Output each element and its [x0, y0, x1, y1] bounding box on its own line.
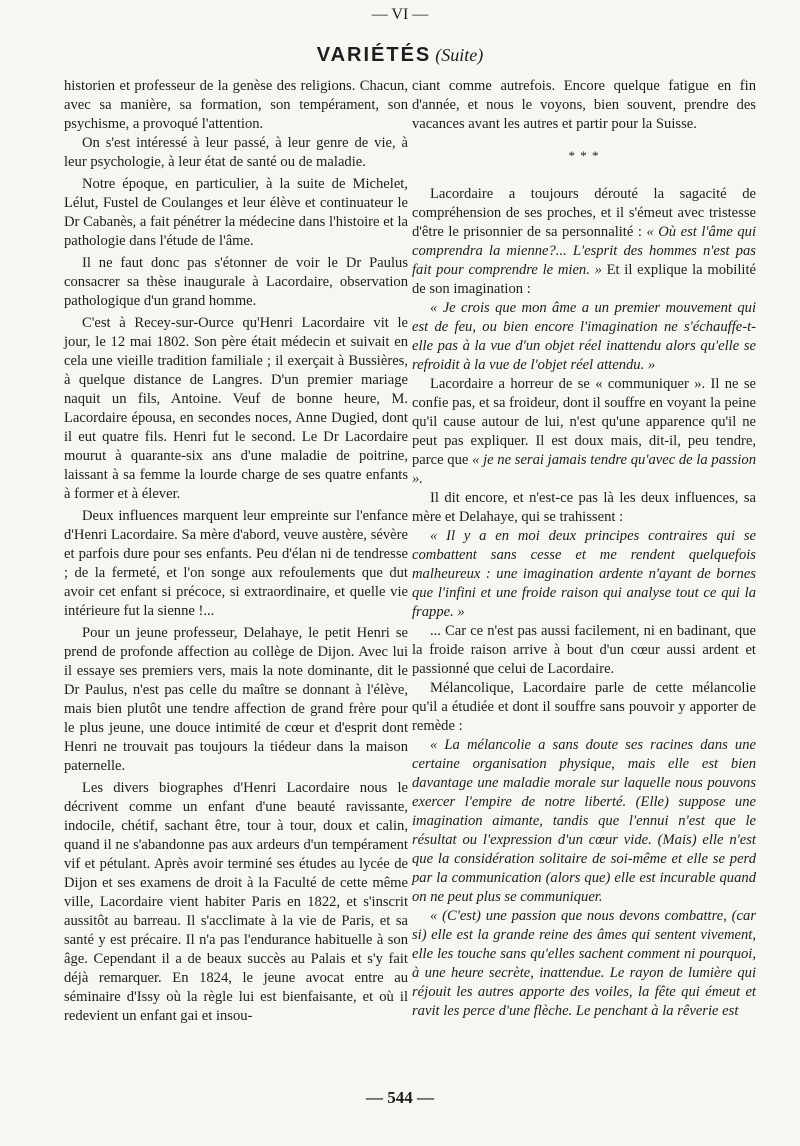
quote-text: « Où est l'âme qui comprendra la mienne?... L'esprit des hommes n'est pas fait pour comprendre le mien. » — [412, 224, 757, 278]
paragraph: Deux influences marquent leur empreinte sur l'enfance d'Henri Lacordaire. Sa mère d'abord, veuve austère, sévère et parfois dure pour ses enfants. Peu d'élan ni de tendresse ; de la fermeté, et l'on songe aux refoulements que dut avoir cet enfant si précoce, si extraordinaire, et quelle vie intérieure fut la sienne !... — [64, 508, 408, 619]
text: Et il explique la mobilité de son imagination : — [412, 262, 756, 297]
paragraph: ciant comme autrefois. Encore quelque fatigue en fin d'année, et nous le voyons, bien souvent, prendre des vacances avant les autres et partir pour la Suisse. — [412, 78, 756, 132]
quote: « (C'est) une passion que nous devons combattre, (car si) elle est la grande reine des âmes qui sentent vivement, elle les touche sans qu'elles sachent comment ni pourquoi, à une heure secrète, inattendue. Le rayon de lumière qui réjouit les autres apporte des voiles, la fête qui émeut et ravit les perce d'une flèche. Le penchant à la rêverie est — [412, 908, 756, 1019]
paragraph: ... Car ce n'est pas aussi facilement, ni en badinant, que la froide raison arrive à bout d'un cœur aussi ardent et passionné que celui de Lacordaire. — [412, 623, 756, 677]
section-divider-stars: * * * — [568, 148, 600, 163]
section-subtitle: (Suite) — [435, 45, 484, 65]
section-title: VARIÉTÉS — [316, 44, 432, 66]
paragraph: Notre époque, en particulier, à la suite de Michelet, Lélut, Fustel de Coulanges et leur élève et continuateur le Dr Cabanès, a fait pénétrer la médecine dans l'histoire et la pathologie dans l'étude de l'âme. — [64, 176, 408, 249]
quote: « Il y a en moi deux principes contraires qui se combattent sans cesse et me rendent quelquefois malheureux : une imagination ardente n'ayant de bornes que l'infini et une froide raison qui analyse tout ce qui la frappe. » — [412, 528, 756, 620]
paragraph: historien et professeur de la genèse des religions. Chacun, avec sa manière, sa formation, son tempérament, son psychisme, a provoqué l'attention. — [64, 78, 408, 132]
page-roman-number: — VI — — [371, 6, 429, 23]
left-column — [64, 77, 408, 1026]
paragraph — [412, 375, 756, 489]
paragraph: On s'est intéressé à leur passé, à leur genre de vie, à leur psychologie, à leur état de santé ou de maladie. — [64, 135, 408, 170]
text: Lacordaire a toujours dérouté la sagacité de compréhension de ses proches, et il s'émeut avec tristesse d'être le prisonnier de sa personnalité : — [412, 186, 756, 240]
quote-text: « je ne serai jamais tendre qu'avec de la passion ». — [412, 452, 756, 487]
page-number: — 544 — — [366, 1088, 434, 1107]
paragraph: C'est à Recey-sur-Ource qu'Henri Lacordaire vit le jour, le 12 mai 1802. Son père était médecin et suivait en cela une vieille tradition familiale ; il exerçait à Bussières, à quelque distance de Langres. D'un premier mariage naquit un fils, Antoine. Veuf de bonne heure, M. Lacordaire épousa, en secondes noces, Anne Dugied, dont il eut quatre fils. Henri fut le second. Le Dr Lacordaire mourut à quarante-six ans d'une maladie de poitrine, laissant à sa femme la lourde charge de ses quatre enfants à former et à élever. — [64, 315, 408, 502]
text: Lacordaire a horreur de se « communiquer ». Il ne se confie pas, et sa froideur, dont il souffre en voyant la peine qu'il cause autour de lui, n'est qu'une apparence qu'il ne peut pas expliquer. Il est doux mais, dit-il, peu tendre, parce que — [412, 376, 756, 468]
quote: « La mélancolie a sans doute ses racines dans une certaine organisation physique, mais elle est bien davantage une maladie morale sur laquelle nous pouvons exercer l'empire de notre liberté. (Elle) suppose une imagination aimante, tandis que l'ennui n'est que le résultat ou l'expression d'un cœur vide. (Mais) elle n'est que la considération solitaire de soi-même et elle se perd par la communication (alors que) elle est incurable quand on ne peut plus se communiquer. — [412, 737, 756, 905]
paragraph — [412, 185, 756, 299]
paragraph: Les divers biographes d'Henri Lacordaire nous le décrivent comme un enfant d'une beauté ravissante, indocile, chétif, sachant être, tour à tour, doux et calin, quand il ne s'abandonne pas aux ardeurs d'un tempérament vif et pétulant. Après avoir terminé ses études au lycée de Dijon et ses examens de droit à la Faculté de cette même ville, Lacordaire vient habiter Paris en 1822, et s'inscrit aussitôt au barreau. Il s'acclimate à la vie de Paris, et sa santé y est précaire. Il n'a pas l'endurance habituelle à son âge. Cependant il a de beaux succès au Palais et s'y fait déjà remarquer. En 1824, le jeune avocat entre au séminaire d'Issy où la règle lui est bienfaisante, et où il redevient un enfant gai et insou- — [64, 780, 408, 1024]
paragraph: Mélancolique, Lacordaire parle de cette mélancolie qu'il a étudiée et dont il souffre sans pouvoir y apporter de remède : — [412, 680, 756, 734]
paragraph: Il ne faut donc pas s'étonner de voir le Dr Paulus consacrer sa thèse inaugurale à Lacordaire, observation pathologique d'un grand homme. — [64, 255, 408, 309]
paragraph: Pour un jeune professeur, Delahaye, le petit Henri se prend de profonde affection au collège de Dijon. Avec lui il essaye ses premiers vers, mais la note dominante, dit le Dr Paulus, n'est pas celle du maître se donnant à l'élève, mais bien plutôt une tendre affection de grand frère pour le plus jeune, une douce intimité de cœur et d'esprit dont Henri ne trouvait pas toujours la tiédeur dans la maison paternelle. — [64, 625, 408, 774]
right-column — [412, 77, 756, 1021]
paragraph: Il dit encore, et n'est-ce pas là les deux influences, sa mère et Delahaye, qui se trahissent : — [412, 490, 756, 525]
section-header — [0, 44, 800, 67]
quote: « Je crois que mon âme a un premier mouvement qui est de feu, ou bien encore l'imagination ne s'échauffe-t-elle pas à la vue d'un objet réel inattendu alors qu'elle se refroidit à la vue de l'objet réel attendu. » — [412, 300, 756, 373]
